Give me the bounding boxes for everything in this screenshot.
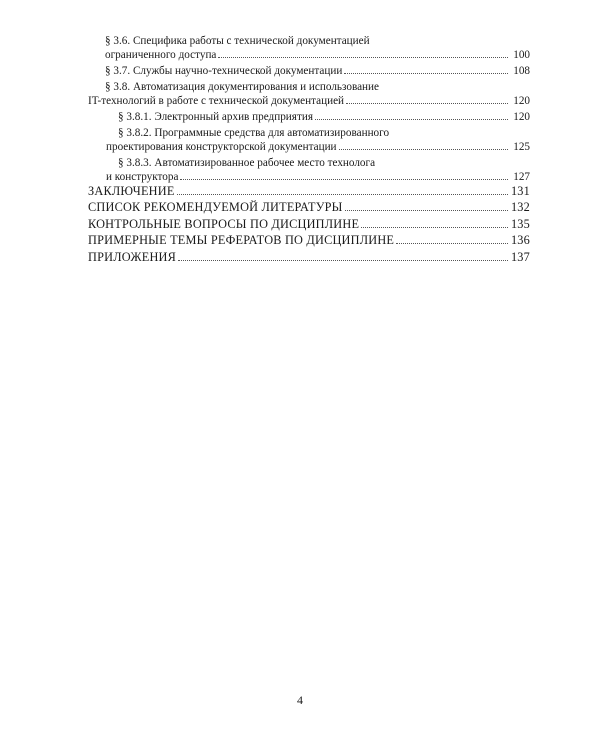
- toc-entry-line: СПИСОК РЕКОМЕНДУЕМОЙ ЛИТЕРАТУРЫ: [88, 200, 343, 214]
- toc-entry-line: ПРИЛОЖЕНИЯ: [88, 249, 177, 264]
- toc-page-number: 132: [510, 200, 530, 214]
- toc-entry-3-7[interactable]: [88, 64, 530, 78]
- toc-entry-conclusion[interactable]: [88, 184, 530, 199]
- dot-leader: [178, 259, 508, 261]
- toc-entry-line: § 3.6. Специфика работы с технической документацией: [105, 35, 370, 47]
- toc-entry-3-8-2[interactable]: [88, 126, 530, 154]
- dot-leader: [339, 148, 508, 150]
- toc-entry-3-8-1[interactable]: [88, 110, 530, 124]
- dot-leader: [180, 178, 508, 180]
- toc-entry-line: IT-технологий в работе с технической документацией: [88, 95, 345, 107]
- toc-page-number: 125: [513, 141, 530, 153]
- dot-leader: [315, 118, 508, 120]
- toc-page-number: 120: [513, 111, 530, 123]
- table-of-contents: [88, 34, 530, 265]
- dot-leader: [344, 72, 508, 74]
- toc-entry-3-8[interactable]: [88, 80, 530, 108]
- toc-entry-control-questions[interactable]: [88, 216, 530, 233]
- dot-leader: [177, 193, 508, 195]
- toc-page-number: 120: [513, 95, 530, 107]
- toc-entry-3-8-3[interactable]: [88, 156, 530, 184]
- toc-entry-line: проектирования конструкторской документации: [106, 141, 337, 153]
- toc-entry-line: ПРИМЕРНЫЕ ТЕМЫ РЕФЕРАТОВ ПО ДИСЦИПЛИНЕ: [88, 233, 395, 247]
- toc-entry-line: КОНТРОЛЬНЫЕ ВОПРОСЫ ПО ДИСЦИПЛИНЕ: [88, 216, 360, 231]
- toc-entry-line: и конструктора: [106, 171, 179, 183]
- dot-leader: [361, 226, 508, 228]
- toc-entry-appendices[interactable]: [88, 249, 530, 266]
- toc-entry-references[interactable]: [88, 199, 530, 216]
- toc-page-number: 108: [513, 65, 530, 77]
- toc-entry-line: § 3.8.3. Автоматизированное рабочее место технолога: [118, 157, 376, 169]
- toc-entry-essay-topics[interactable]: [88, 232, 530, 249]
- toc-entry-line: ЗАКЛЮЧЕНИЕ: [88, 184, 175, 198]
- toc-page-number: 100: [513, 49, 530, 61]
- dot-leader: [345, 209, 508, 211]
- toc-page-number: 131: [510, 184, 530, 198]
- toc-page-number: 127: [513, 171, 530, 183]
- toc-entry-line: § 3.7. Службы научно-технической документации: [105, 65, 343, 77]
- toc-page-number: 137: [510, 249, 530, 264]
- toc-entry-line: § 3.8.2. Программные средства для автоматизированного: [118, 127, 390, 139]
- toc-entry-line: ограниченного доступа: [105, 49, 217, 61]
- dot-leader: [218, 56, 508, 58]
- toc-entry-3-6[interactable]: [88, 34, 530, 62]
- toc-page-number: 135: [510, 216, 530, 231]
- toc-page-number: 136: [510, 233, 530, 247]
- page-number: 4: [297, 693, 303, 707]
- dot-leader: [346, 102, 508, 104]
- toc-entry-line: § 3.8. Автоматизация документирования и использование: [105, 81, 379, 93]
- toc-entry-line: § 3.8.1. Электронный архив предприятия: [118, 111, 313, 123]
- dot-leader: [396, 242, 508, 244]
